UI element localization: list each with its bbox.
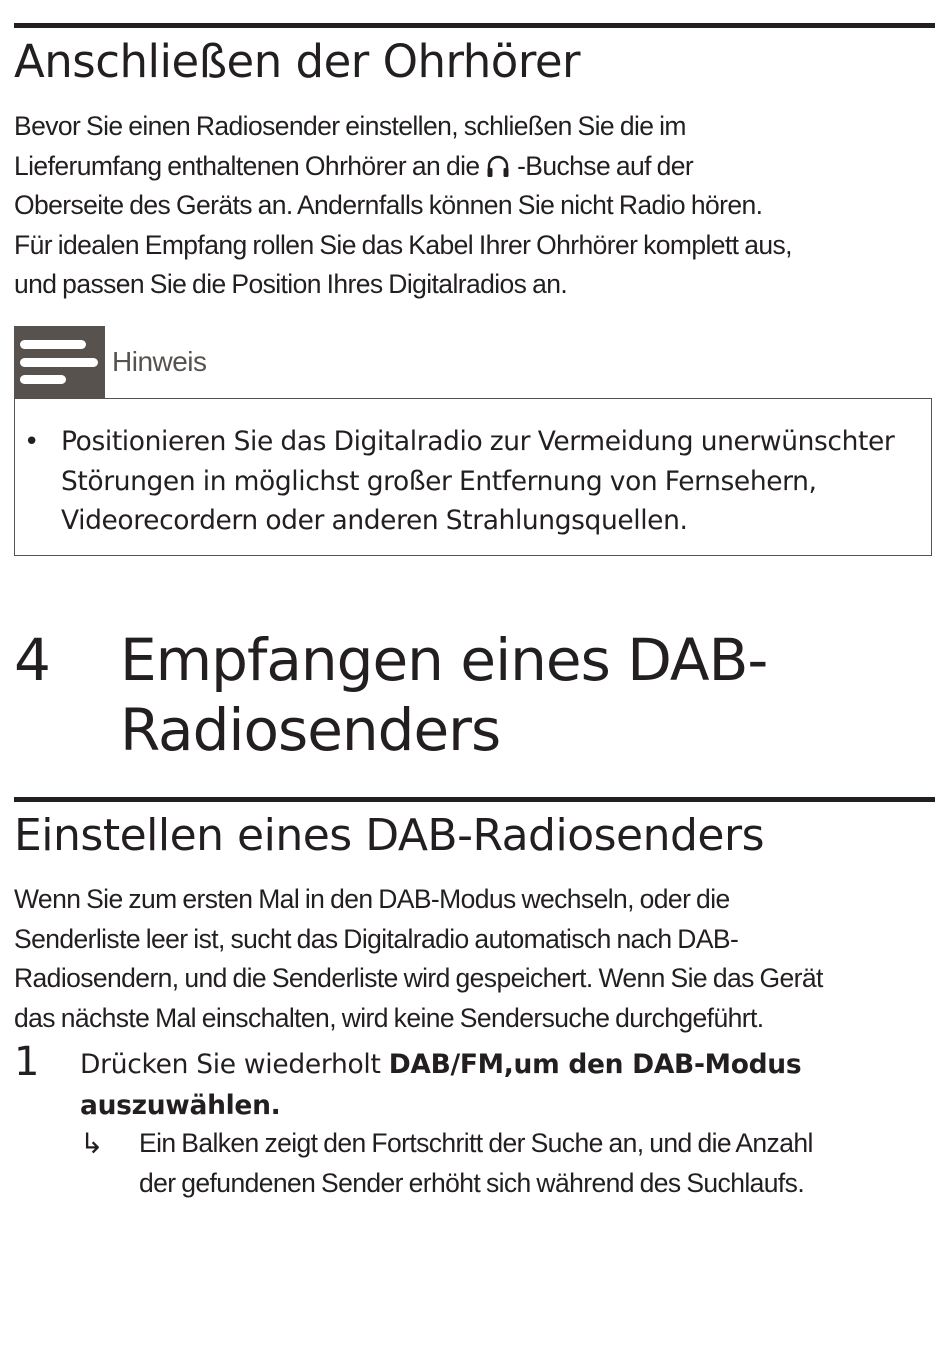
paragraph-line: das nächste Mal einschalten, wird keine Sendersuche durchgeführt. xyxy=(14,1002,764,1033)
chapter-title-line: Radiosenders xyxy=(120,696,501,764)
step-text xyxy=(80,1044,940,1126)
paragraph-line: und passen Sie die Position Ihres Digitalradios an. xyxy=(14,269,568,299)
result-line: der gefundenen Sender erhöht sich während des Suchlaufs. xyxy=(139,1167,805,1198)
step-prefix: Drücken Sie wiederholt xyxy=(80,1049,389,1080)
chapter-number: 4 xyxy=(14,626,51,694)
step-number: 1 xyxy=(14,1039,40,1085)
note-line: Positionieren Sie das Digitalradio zur Vermeidung unerwünschter xyxy=(61,426,895,457)
note-line: Videorecordern oder anderen Strahlungsquellen. xyxy=(61,505,688,536)
paragraph-line: Bevor Sie einen Radiosender einstellen, schließen Sie die im xyxy=(14,111,686,141)
step-line xyxy=(80,1044,940,1085)
paragraph-line: Für idealen Empfang rollen Sie das Kabel Ihrer Ohrhörer komplett aus, xyxy=(14,229,792,260)
paragraph-line: Senderliste leer ist, sucht das Digitalradio automatisch nach DAB- xyxy=(14,923,739,954)
note-label: Hinweis xyxy=(112,346,207,377)
headphones-icon xyxy=(485,150,511,174)
paragraph-text: Lieferumfang enthaltenen Ohrhörer an die xyxy=(14,150,480,181)
paragraph-line: Oberseite des Geräts an. Andernfalls können Sie nicht Radio hören. xyxy=(14,190,763,220)
earphones-paragraph xyxy=(14,107,939,305)
section-rule-dab xyxy=(14,797,935,802)
chapter-title-line: Empfangen eines DAB- xyxy=(120,626,768,694)
note-line: Störungen in möglichst großer Entfernung von Fernsehern, xyxy=(61,465,817,497)
paragraph-text: -Buchse auf der xyxy=(517,150,694,181)
paragraph-line: Wenn Sie zum ersten Mal in den DAB-Modus wechseln, oder die xyxy=(14,884,730,914)
section-heading-earphones: Anschließen der Ohrhörer xyxy=(14,35,581,88)
step-suffix: ,um den DAB-Modus xyxy=(503,1049,802,1080)
dab-fm-key: DAB/FM xyxy=(388,1049,504,1080)
dab-paragraph xyxy=(14,880,939,1038)
section-rule-top xyxy=(14,23,935,28)
step-result xyxy=(139,1124,939,1203)
paragraph-line xyxy=(14,147,939,187)
note-icon xyxy=(14,326,105,398)
note-bullet: • xyxy=(24,427,40,457)
paragraph-line: Radiosendern, und die Senderliste wird gespeichert. Wenn Sie das Gerät xyxy=(14,963,823,993)
result-arrow-icon: ↳ xyxy=(80,1127,104,1160)
result-line: Ein Balken zeigt den Fortschritt der Suche an, und die Anzahl xyxy=(139,1128,813,1158)
step-suffix: auszuwählen. xyxy=(80,1090,281,1121)
section-heading-dab: Einstellen eines DAB-Radiosenders xyxy=(14,810,765,861)
chapter-title xyxy=(120,625,767,765)
note-text xyxy=(61,422,926,541)
step-line xyxy=(80,1085,940,1126)
